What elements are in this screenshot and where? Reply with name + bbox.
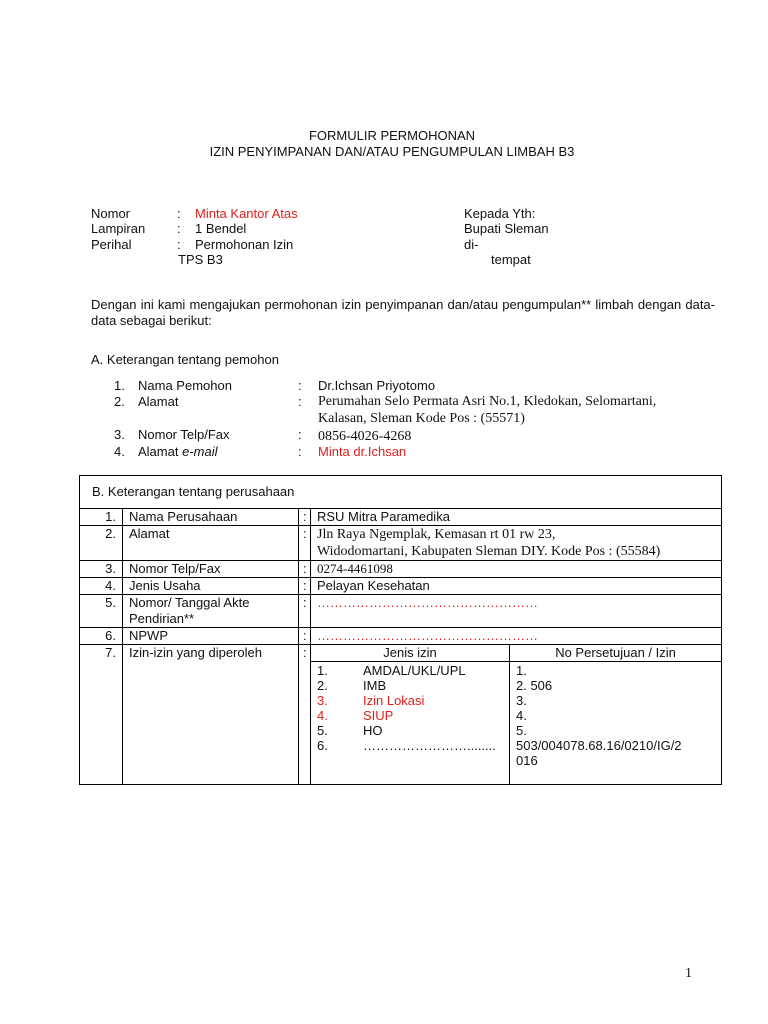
section-b-heading: B. Keterangan tentang perusahaan: [80, 476, 722, 509]
recipient-line1: Kepada Yth:: [464, 206, 536, 221]
b-row-7-num: 7.: [80, 645, 123, 785]
recipient-line4: tempat: [491, 252, 531, 267]
table-row: [80, 561, 722, 578]
izin-5-num: 5.: [317, 723, 328, 738]
a-item-2-colon: :: [298, 394, 302, 409]
a-item-4-label-em: e-mail: [182, 444, 218, 459]
perihal-value: Permohonan Izin: [195, 237, 294, 252]
b-row-3-num: 3.: [80, 561, 123, 578]
table-row: [80, 578, 722, 595]
izin-5-name: HO: [363, 723, 383, 738]
form-title-line2: IZIN PENYIMPANAN DAN/ATAU PENGUMPULAN LIMBAH B3: [209, 144, 575, 159]
a-item-3-num: 3.: [114, 427, 125, 442]
page-number: 1: [685, 966, 692, 981]
izin-2-name: IMB: [363, 678, 387, 693]
section-b-heading-row: [80, 476, 722, 509]
recipient-line3: di-: [464, 237, 479, 252]
intro-paragraph: Dengan ini kami mengajukan permohonan izin penyimpanan dan/atau pengumpulan** limbah dengan data-data sebagai berikut:: [91, 297, 715, 328]
b-row-7-colon: :: [299, 645, 311, 785]
b-row-1-colon: :: [299, 509, 311, 526]
a-item-3-label: Nomor Telp/Fax: [138, 427, 230, 442]
b-row-3-value: 0274-4461098: [311, 561, 722, 578]
persetujuan-5: 5.: [516, 723, 527, 738]
lampiran-label: Lampiran: [91, 221, 146, 236]
b-row-5-value: ……………………………………………: [311, 595, 722, 628]
a-item-1-colon: :: [298, 378, 302, 393]
perihal-label: Perihal: [91, 237, 132, 252]
nomor-value: Minta Kantor Atas: [195, 206, 298, 221]
lampiran-colon: :: [177, 221, 181, 236]
izin-2-num: 2.: [317, 678, 328, 693]
list-item: [317, 723, 503, 738]
nomor-colon: :: [177, 206, 181, 221]
persetujuan-2: 2. 506: [516, 678, 553, 693]
b-row-5-colon: :: [299, 595, 311, 628]
b-row-2-label: Alamat: [123, 526, 299, 561]
a-item-2-value-cont: Kalasan, Sleman Kode Pos : (55571): [318, 411, 525, 426]
table-row: [80, 628, 722, 645]
b-row-6-num: 6.: [80, 628, 123, 645]
a-item-2-label: Alamat: [138, 394, 179, 409]
izin-3-num: 3.: [317, 693, 328, 708]
nomor-label: Nomor: [91, 206, 131, 221]
b-row-2-num: 2.: [80, 526, 123, 561]
a-item-1-num: 1.: [114, 378, 125, 393]
b-row-1-label: Nama Perusahaan: [123, 509, 299, 526]
table-row: [80, 509, 722, 526]
b-row-4-colon: :: [299, 578, 311, 595]
b-row-1-value: RSU Mitra Paramedika: [311, 509, 722, 526]
b-row-5-num: 5.: [80, 595, 123, 628]
a-item-4-label-text: Alamat: [138, 444, 183, 459]
persetujuan-4: 4.: [516, 708, 527, 723]
b-row-6-colon: :: [299, 628, 311, 645]
izin-6-num: 6.: [317, 738, 328, 753]
b-row-6-value: ……………………………………………: [311, 628, 722, 645]
col-jenis-izin: Jenis izin: [311, 645, 510, 662]
table-row: [80, 595, 722, 628]
persetujuan-3: 3.: [516, 693, 527, 708]
section-a-heading: A. Keterangan tentang pemohon: [91, 352, 279, 367]
izin-4-num: 4.: [317, 708, 328, 723]
izin-header-row: [80, 645, 722, 662]
list-item: [317, 663, 503, 678]
b-row-2-value-line2: Widodomartani, Kabupaten Sleman DIY. Kode Pos : (55584): [317, 544, 661, 559]
a-item-3-value: 0856-4026-4268: [318, 429, 412, 444]
section-b-table: [79, 475, 722, 785]
b-row-3-colon: :: [299, 561, 311, 578]
b-row-2-value-line1: Jln Raya Ngemplak, Kemasan rt 01 rw 23,: [317, 527, 556, 542]
b-row-2-colon: :: [299, 526, 311, 561]
b-row-3-label: Nomor Telp/Fax: [123, 561, 299, 578]
a-item-3-colon: :: [298, 427, 302, 442]
persetujuan-1: 1.: [516, 663, 527, 678]
a-item-2-num: 2.: [114, 394, 125, 409]
izin-3-name: Izin Lokasi: [363, 693, 425, 708]
list-item: [317, 678, 503, 693]
izin-4-name: SIUP: [363, 708, 394, 723]
b-row-1-num: 1.: [80, 509, 123, 526]
persetujuan-5-value: 503/004078.68.16/0210/IG/2: [516, 738, 682, 753]
list-item: [317, 693, 503, 708]
a-item-4-colon: :: [298, 444, 302, 459]
table-row: [80, 526, 722, 561]
a-item-1-label: Nama Pemohon: [138, 378, 232, 393]
b-row-7-label: Izin-izin yang diperoleh: [123, 645, 299, 785]
lampiran-value: 1 Bendel: [195, 221, 247, 236]
recipient-line2: Bupati Sleman: [464, 221, 549, 236]
persetujuan-list: [510, 662, 722, 785]
a-item-4-value: Minta dr.Ichsan: [318, 444, 407, 459]
b-row-4-value: Pelayan Kesehatan: [311, 578, 722, 595]
b-row-4-num: 4.: [80, 578, 123, 595]
persetujuan-5-value-cont: 016: [516, 753, 538, 768]
a-item-2-value: Perumahan Selo Permata Asri No.1, Kledokan, Selomartani,: [318, 394, 657, 409]
list-item: [317, 708, 503, 723]
form-title-line1: FORMULIR PERMOHONAN: [308, 128, 476, 143]
list-item: [317, 738, 503, 753]
b-row-6-label: NPWP: [123, 628, 299, 645]
izin-list: [311, 662, 510, 785]
a-item-1-value: Dr.Ichsan Priyotomo: [318, 378, 436, 393]
a-item-4-num: 4.: [114, 444, 125, 459]
a-item-4-label: [138, 444, 217, 459]
b-row-4-label: Jenis Usaha: [123, 578, 299, 595]
perihal-value-cont: TPS B3: [178, 252, 223, 267]
col-no-persetujuan: No Persetujuan / Izin: [510, 645, 722, 662]
izin-6-name: ……………………........: [363, 738, 496, 753]
perihal-colon: :: [177, 237, 181, 252]
b-row-2-value: [311, 526, 722, 561]
b-row-5-label: Nomor/ Tanggal Akte Pendirian**: [123, 595, 299, 628]
izin-1-name: AMDAL/UKL/UPL: [363, 663, 466, 678]
izin-1-num: 1.: [317, 663, 328, 678]
